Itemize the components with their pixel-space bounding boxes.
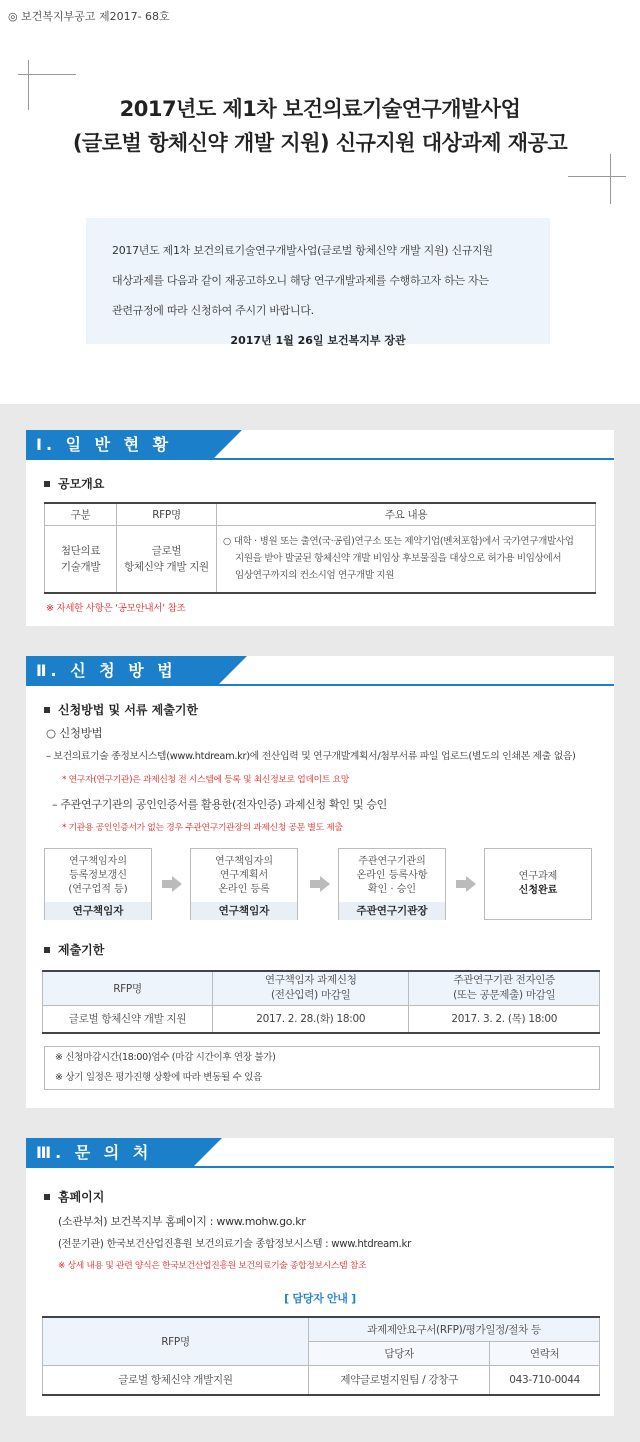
table-header: 연락처 bbox=[490, 1341, 600, 1365]
table-cell: 2017. 2. 28.(화) 18:00 bbox=[213, 1005, 409, 1033]
method-note: * 연구자(연구기관)은 과제신청 전 시스템에 등록 및 최신정보로 업데이트 요망 bbox=[62, 775, 349, 785]
crosshair-decoration bbox=[610, 154, 611, 204]
intro-text: 2017년도 제1차 보건의료기술연구개발사업(글로벌 항체신약 개발 지원) 신규지원 bbox=[112, 244, 493, 257]
flow-step: 주관연구기관의 온라인 등록사항 확인 · 승인 주관연구기관장 bbox=[338, 848, 446, 920]
method-item: – 보건의료기술 종정보시스템(www.htdream.kr)에 전산입력 및 연구개발계획서/첨부서류 파일 업로드(별도의 인쇄본 제출 없음) bbox=[46, 751, 576, 762]
homepage-line: (전문기관) 한국보건산업진흥원 보건의료기술 종합정보시스템 : www.htdream.kr bbox=[58, 1239, 411, 1250]
deadline-table bbox=[42, 970, 600, 1034]
flow-step: 연구책임자의 연구계획서 온라인 등록 연구책임자 bbox=[190, 848, 298, 920]
section-contact bbox=[26, 1138, 614, 1416]
overview-table bbox=[44, 502, 596, 594]
sub-heading: 제출기한 bbox=[44, 941, 104, 958]
page-title bbox=[0, 92, 640, 160]
signature: 2017년 1월 26일 보건복지부 장관 bbox=[230, 334, 406, 347]
footnote: ※ 자세한 사항은 ‘공모안내서’ 참조 bbox=[46, 603, 186, 614]
section-divider bbox=[26, 458, 614, 460]
table-cell: 글로벌 항체신약 개발 지원 bbox=[117, 525, 217, 593]
deadline-notes bbox=[44, 1046, 600, 1090]
method-note: * 기관용 공인인증서가 없는 경우 주관연구기관장의 과제신청 공문 별도 제출 bbox=[62, 823, 343, 833]
method-title: ○ 신청방법 bbox=[46, 726, 103, 740]
square-bullet-icon bbox=[44, 1194, 50, 1200]
table-cell: 제약글로벌지원팀 / 강창구 bbox=[309, 1365, 490, 1395]
table-header: 주요 내용 bbox=[217, 503, 596, 525]
sub-heading: 공모개요 bbox=[44, 475, 104, 492]
table-header: RFP명 bbox=[117, 503, 217, 525]
flow-actor: 연구책임자 bbox=[191, 902, 297, 920]
table-header: RFP명 bbox=[43, 971, 213, 1005]
crosshair-decoration bbox=[18, 74, 76, 75]
flow-step-final: 연구과제 신청완료 bbox=[484, 848, 592, 920]
table-cell: 글로벌 항체신약 개발 지원 bbox=[43, 1005, 213, 1033]
square-bullet-icon bbox=[44, 707, 50, 713]
section-application bbox=[26, 656, 614, 1108]
table-cell: 2017. 3. 2. (목) 18:00 bbox=[409, 1005, 600, 1033]
table-cell: ○ 대학 · 병원 또는 출연(국·공립)연구소 또는 제약기업(벤처포함)에서 국가연구개발사업 지원을 받아 발굴된 항체신약 개발 비임상 후보물질을 대상으로 허가용 비임상에서 임상연구까지의 컨소시엄 연구개발 지원 bbox=[217, 525, 596, 593]
flow-actor: 연구책임자 bbox=[45, 902, 151, 920]
square-bullet-icon bbox=[44, 947, 50, 953]
title-line: 2017년도 제1차 보건의료기술연구개발사업 bbox=[119, 97, 521, 121]
title-line: (글로벌 항체신약 개발 지원) 신규지원 대상과제 재공고 bbox=[72, 131, 568, 155]
note-line: ※ 신청마감시간(18:00)엄수 (마감 시간이후 연장 불가) bbox=[55, 1052, 276, 1063]
table-cell: 첨단의료 기술개발 bbox=[45, 525, 117, 593]
contact-table bbox=[42, 1316, 600, 1396]
table-header: 연구책임자 과제신청 (전산입력) 마감일 bbox=[213, 971, 409, 1005]
arrow-right-icon bbox=[310, 876, 330, 892]
section-tab: Ⅲ. 문 의 처 bbox=[26, 1138, 192, 1168]
sub-heading: 홈페이지 bbox=[44, 1188, 104, 1205]
contact-title: [ 담당자 안내 ] bbox=[284, 1292, 356, 1305]
table-header: 과제제안요구서(RFP)/평가일정/절차 등 bbox=[309, 1317, 600, 1341]
table-header: 주관연구기관 전자인증 (또는 공문제출) 마감일 bbox=[409, 971, 600, 1005]
homepage-line: (소관부처) 보건복지부 홈페이지 : www.mohw.go.kr bbox=[58, 1215, 306, 1228]
table-cell: 043-710-0044 bbox=[490, 1365, 600, 1395]
table-header: 담당자 bbox=[309, 1341, 490, 1365]
sub-heading: 신청방법 및 서류 제출기한 bbox=[44, 701, 198, 718]
notice-number: ◎ 보건복지부공고 제2017- 68호 bbox=[8, 10, 170, 23]
section-divider bbox=[26, 1166, 614, 1168]
contact-note: ※ 상세 내용 및 관련 양식은 한국보건산업진흥원 보건의료기술 종합정보시스템 참조 bbox=[58, 1261, 367, 1271]
table-header: 구분 bbox=[45, 503, 117, 525]
note-line: ※ 상기 일정은 평가진행 상황에 따라 변동될 수 있음 bbox=[55, 1072, 262, 1083]
section-tab: Ⅱ. 신 청 방 법 bbox=[26, 656, 217, 686]
crosshair-decoration bbox=[568, 176, 626, 177]
arrow-right-icon bbox=[162, 876, 182, 892]
flow-actor: 주관연구기관장 bbox=[339, 902, 445, 920]
intro-text: 대상과제를 다음과 같이 재공고하오니 해당 연구개발과제를 수행하고자 하는 자는 bbox=[112, 274, 489, 287]
section-divider bbox=[26, 684, 614, 686]
intro-text: 관련규정에 따라 신청하여 주시기 바랍니다. bbox=[112, 304, 314, 317]
table-header: RFP명 bbox=[43, 1317, 309, 1365]
table-cell: 글로벌 항체신약 개발지원 bbox=[43, 1365, 309, 1395]
arrow-right-icon bbox=[456, 876, 476, 892]
section-tab: Ⅰ. 일 반 현 황 bbox=[26, 430, 212, 460]
square-bullet-icon bbox=[44, 481, 50, 487]
flow-step: 연구책임자의 등록정보갱신 (연구업적 등) 연구책임자 bbox=[44, 848, 152, 920]
intro-box bbox=[86, 218, 550, 347]
section-general bbox=[26, 430, 614, 626]
method-item: – 주관연구기관의 공인인증서를 활용한(전자인증) 과제신청 확인 및 승인 bbox=[52, 798, 388, 811]
